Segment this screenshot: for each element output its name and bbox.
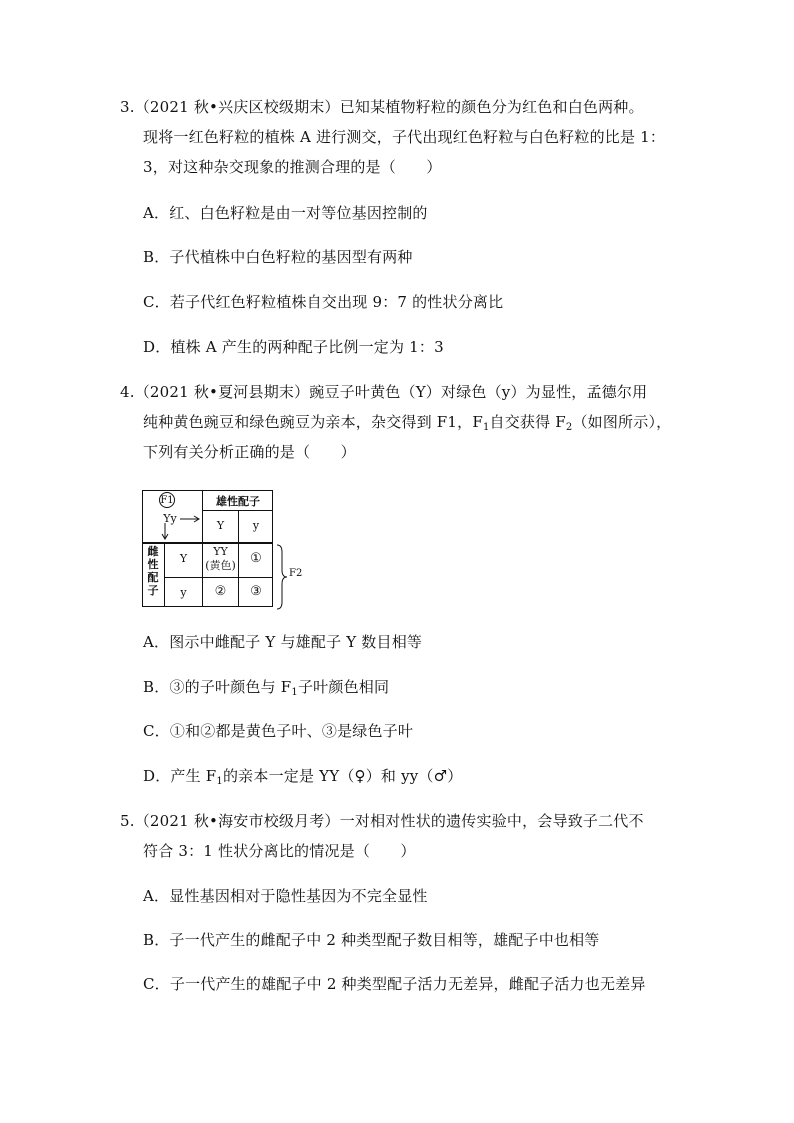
female-gametes-header: 雌 性 配 子 (147, 545, 159, 597)
q4-stem-line-1: 4.（2021 秋•夏河县期末）豌豆子叶黄色（Y）对绿色（y）为显性，孟德尔用 (120, 383, 648, 401)
parent-genotype: Yy (163, 512, 177, 525)
grid-line (202, 510, 273, 511)
q3-option-c: C．若子代红色籽粒植株自交出现 9：7 的性状分离比 (143, 293, 504, 311)
q3-stem-line-1: 3.（2021 秋•兴庆区校级期末）已知某植物籽粒的颜色分为红色和白色两种。 (120, 98, 644, 116)
q4-stem-line-2: 纯种黄色豌豆和绿色豌豆为亲本，杂交得到 F1，$F_1$自交获得 $F_2$（如图所示）， (143, 413, 672, 433)
q4-option-c: C．①和②都是黄色子叶、③是绿色子叶 (143, 722, 414, 740)
cell-YY: YY (黄色) (205, 545, 236, 572)
cell-2: ② (214, 584, 227, 599)
f1-circle: F1 (159, 492, 175, 508)
q4-option-a: A．图示中雌配子 Y 与雄配子 Y 数目相等 (143, 633, 423, 651)
punnett-square-diagram (142, 490, 302, 612)
female-gamete-y: y (180, 586, 187, 599)
cell-1: ① (250, 551, 262, 566)
q5-stem-line-2: 符合 3：1 性状分离比的情况是（ ） (143, 842, 416, 860)
q3-option-d: D．植株 A 产生的两种配子比例一定为 1：3 (143, 338, 444, 356)
q3-stem-line-2: 现将一红色籽粒的植株 A 进行测交，子代出现红色籽粒与白色籽粒的比是 1： (143, 128, 666, 146)
grid-line (142, 542, 273, 544)
q5-option-b: B．子一代产生的雌配子中 2 种类型配子数目相等，雄配子中也相等 (143, 931, 600, 949)
q4-stem-line-3: 下列有关分析正确的是（ ） (143, 443, 356, 461)
cell-3: ③ (250, 584, 262, 599)
q3-option-a: A．红、白色籽粒是由一对等位基因控制的 (143, 204, 428, 222)
q4-option-d: D．产生 $F_1$的亲本一定是 YY（♀）和 yy（♂） (143, 767, 463, 787)
brace-icon (276, 544, 288, 610)
q5-option-c: C．子一代产生的雄配子中 2 种类型配子活力无差异，雌配子活力也无差异 (143, 975, 646, 993)
q4-option-b: B．③的子叶颜色与 $F_1$子叶颜色相同 (143, 678, 390, 698)
arrow-down-icon (161, 523, 169, 540)
arrow-right-icon (180, 515, 202, 523)
male-gamete-y: y (252, 519, 260, 532)
q3-stem-line-3: 3，对这种杂交现象的推测合理的是（ ） (143, 158, 442, 176)
female-gamete-Y: Y (179, 552, 188, 565)
q5-stem-line-1: 5.（2021 秋•海安市校级月考）一对相对性状的遗传实验中，会导致子二代不 (120, 812, 644, 830)
male-gametes-header: 雄性配子 (216, 495, 260, 508)
f2-label: F2 (289, 568, 303, 579)
q5-option-a: A．显性基因相对于隐性基因为不完全显性 (143, 887, 428, 905)
grid-line (164, 577, 273, 578)
q3-option-b: B．子代植株中白色籽粒的基因型有两种 (143, 248, 413, 266)
male-gamete-Y: Y (216, 519, 225, 532)
